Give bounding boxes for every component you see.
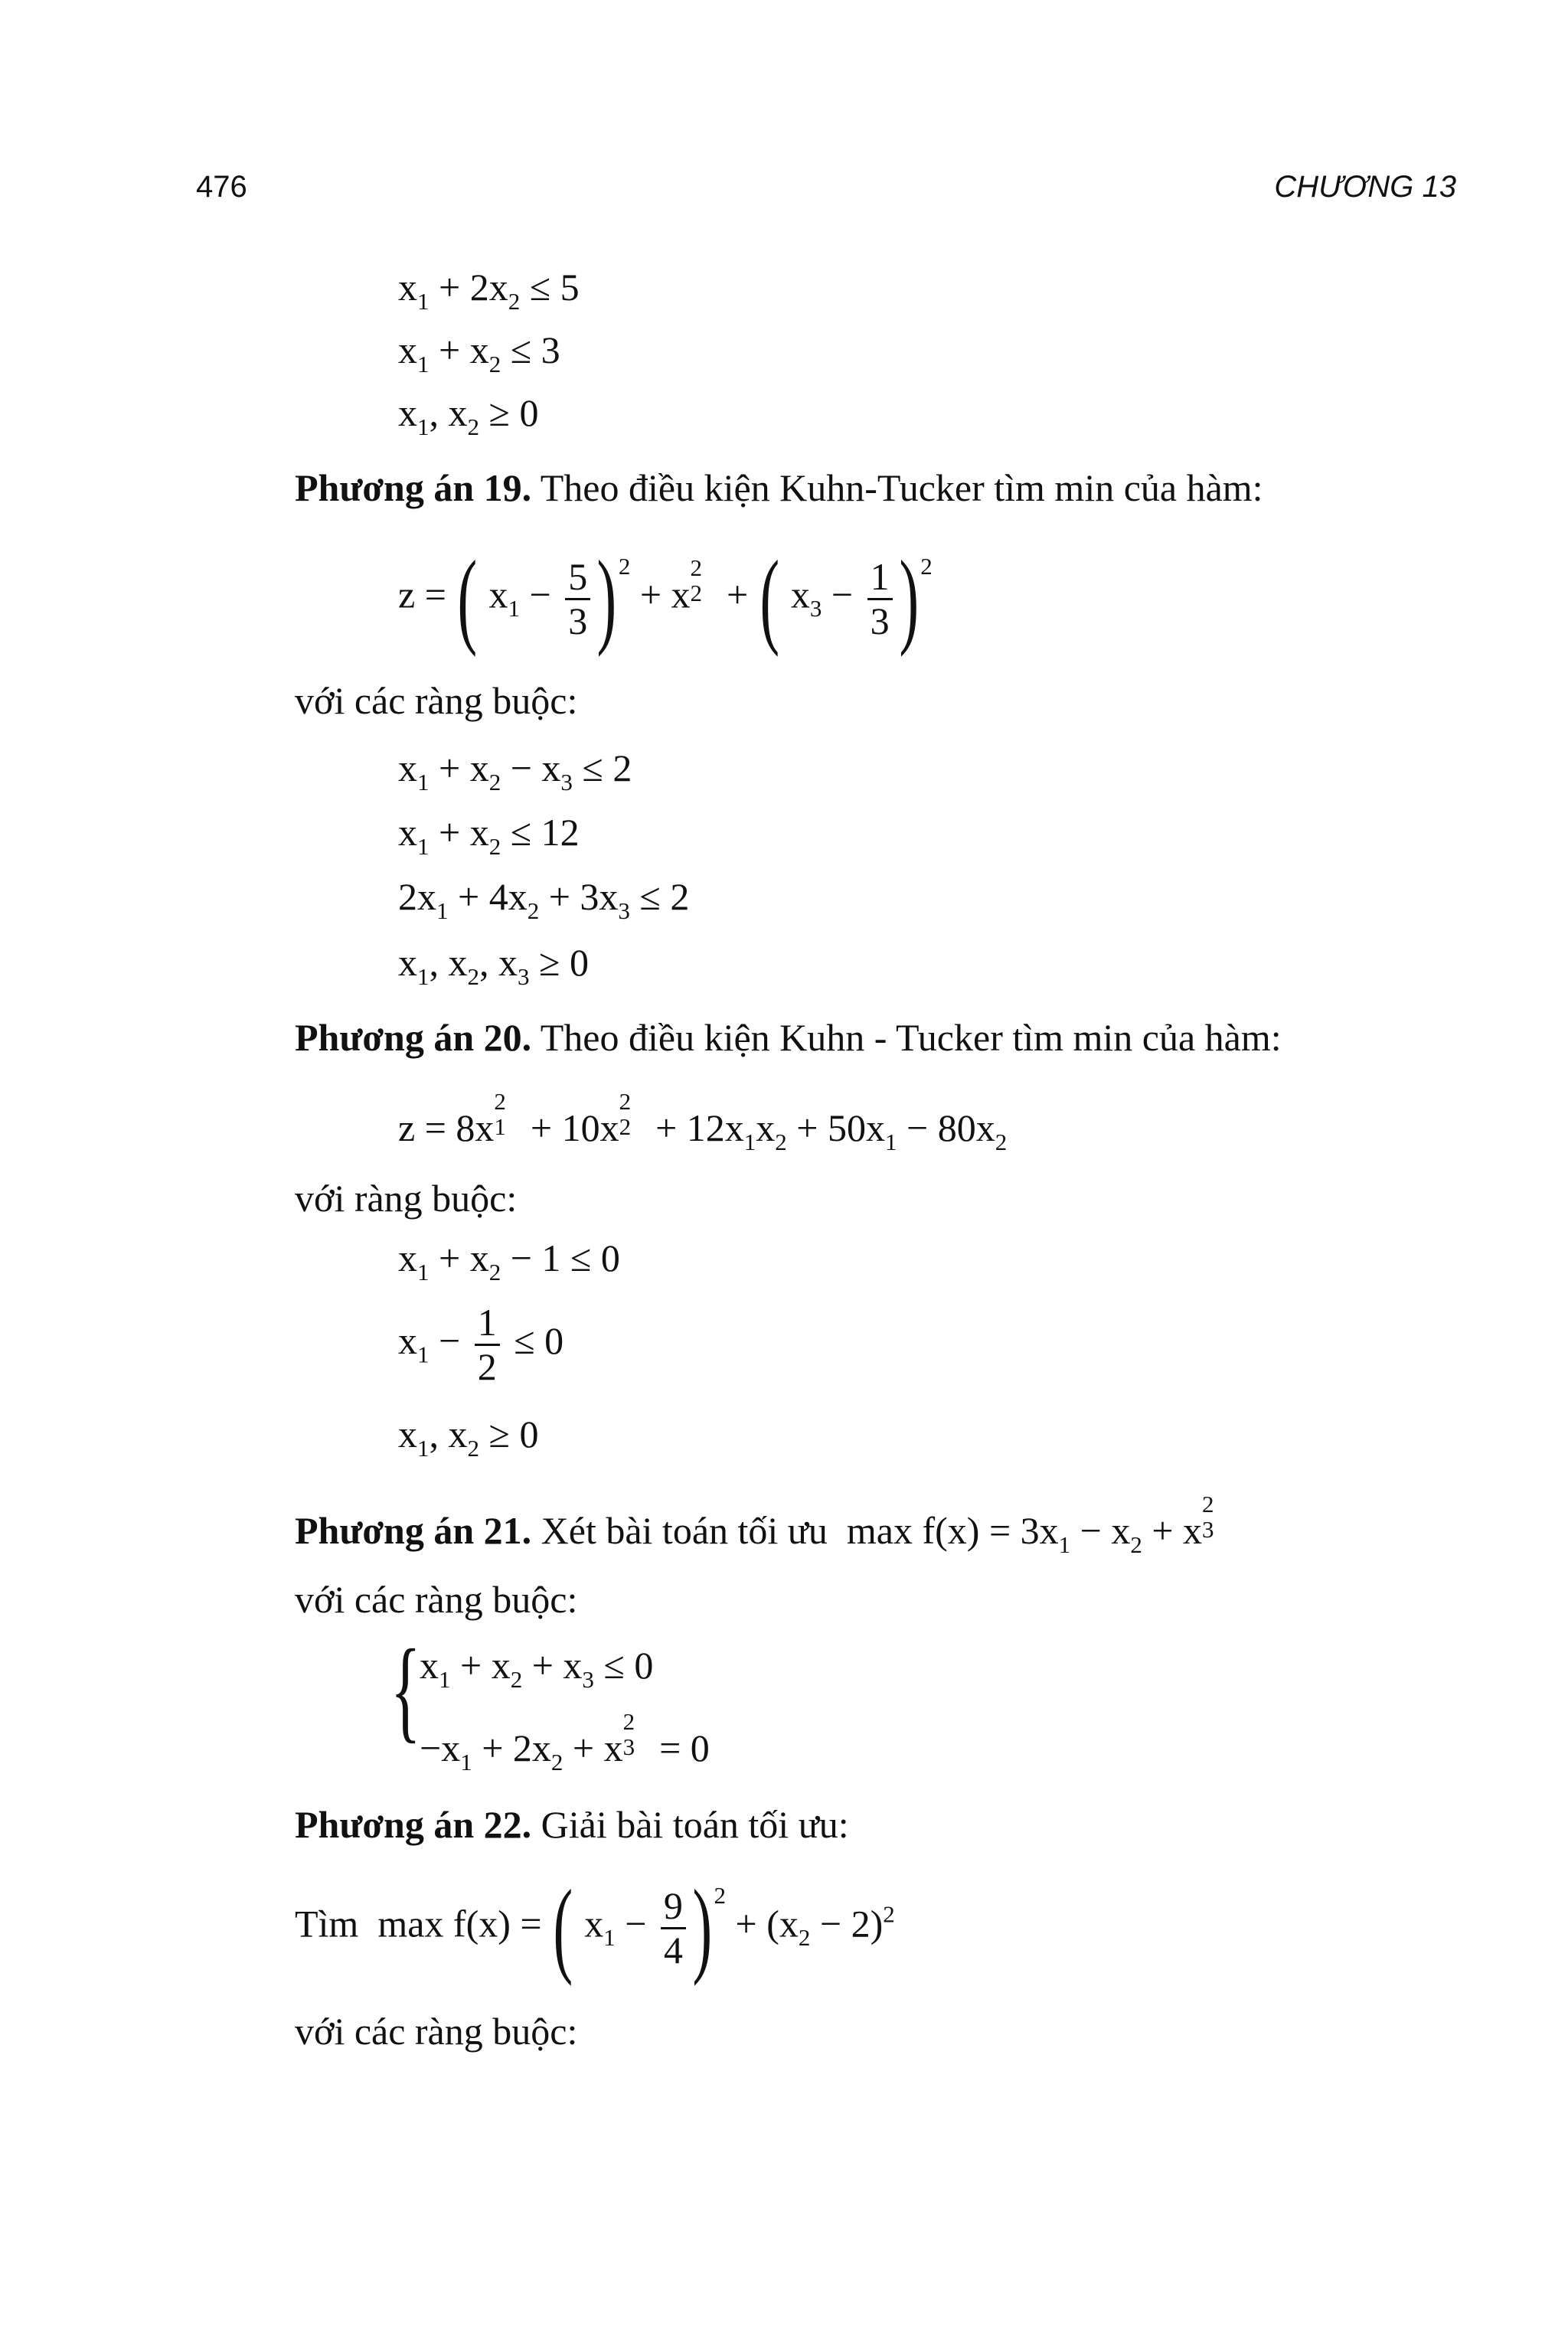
problem-text: Theo điều kiện Kuhn-Tucker tìm min của hàm: [540,466,1263,509]
constraints-intro: với ràng buộc: [295,1177,518,1220]
constraint-line: $x_1 + x_2 \le 3$ [398,328,560,377]
constraint-line: $x_1$, $x_2 \ge 0$ [398,391,539,440]
constraint-line: $x_1$ − $\frac{1}{2}$ ≤ 0 [398,1301,564,1388]
problem-label: Phương án 21. [295,1509,532,1552]
constraint-line: $x_1$, $x_2 \ge 0$ [398,1413,539,1462]
constraint-line: $x_1 + 2x_2 \le 5$ [398,266,580,315]
objective-function: $\max f(x) = 3x_1 - x_2 + x$ 2 3 [837,1490,1214,1558]
chapter-header: CHƯƠNG 13 [1274,170,1456,204]
objective-function: z = 8x 2 1 + 10x 2 2 + $12x_1x_2 + 50x_1 - 80x_2$ [398,1087,1008,1155]
constraint-line: $x_1 + x_2 \le 12$ [398,811,580,860]
constraint-line: $x_1 + x_2 - x_3 \le 2$ [398,746,632,795]
constraints-intro: với các ràng buộc: [295,679,578,722]
func-prefix: Tìm [295,1902,359,1945]
constraints-intro: với các ràng buộc: [295,2010,578,2053]
constraint-line: $-x_1 + 2x_2 + x$ 2 3 = 0 [420,1707,710,1775]
system-brace: { [390,1626,421,1753]
problem-22-heading [295,1805,849,1844]
page-number: 476 [196,170,247,204]
problem-20-heading [295,1018,1282,1057]
constraint-line: $2x_1 + 4x_2 + 3x_3 \le 2$ [398,875,690,924]
problem-text: Xét bài toán tối ưu [541,1509,828,1552]
problem-label: Phương án 19. [295,466,532,509]
objective-function: Tìm max f(x) = ( $x_1$ − $\frac{9}{4}$ )$^2 + (x_2 - 2)^2$ [295,1868,895,1987]
problem-label: Phương án 20. [295,1016,532,1059]
problem-21-heading [295,1490,1229,1558]
problem-text: Giải bài toán tối ưu: [541,1803,849,1846]
problem-text: Theo điều kiện Kuhn - Tucker tìm min của hàm: [540,1016,1282,1059]
constraint-line: $x_1 + x_2 + x_3 \le 0$ [420,1644,654,1693]
constraints-intro: với các ràng buộc: [295,1578,578,1621]
constraint-line: $x_1$, $x_2$, $x_3 \ge 0$ [398,941,589,990]
objective-function: z = ( $x_1$ − $\frac{5}{3}$ )$^2$ + x 2 2 + ( $x_3$ − $\frac{1}{3}$ )$^2$ [398,539,933,658]
constraint-line: $x_1 + x_2 - 1 \le 0$ [398,1236,620,1285]
problem-19-heading [295,466,1263,509]
problem-label: Phương án 22. [295,1803,532,1846]
